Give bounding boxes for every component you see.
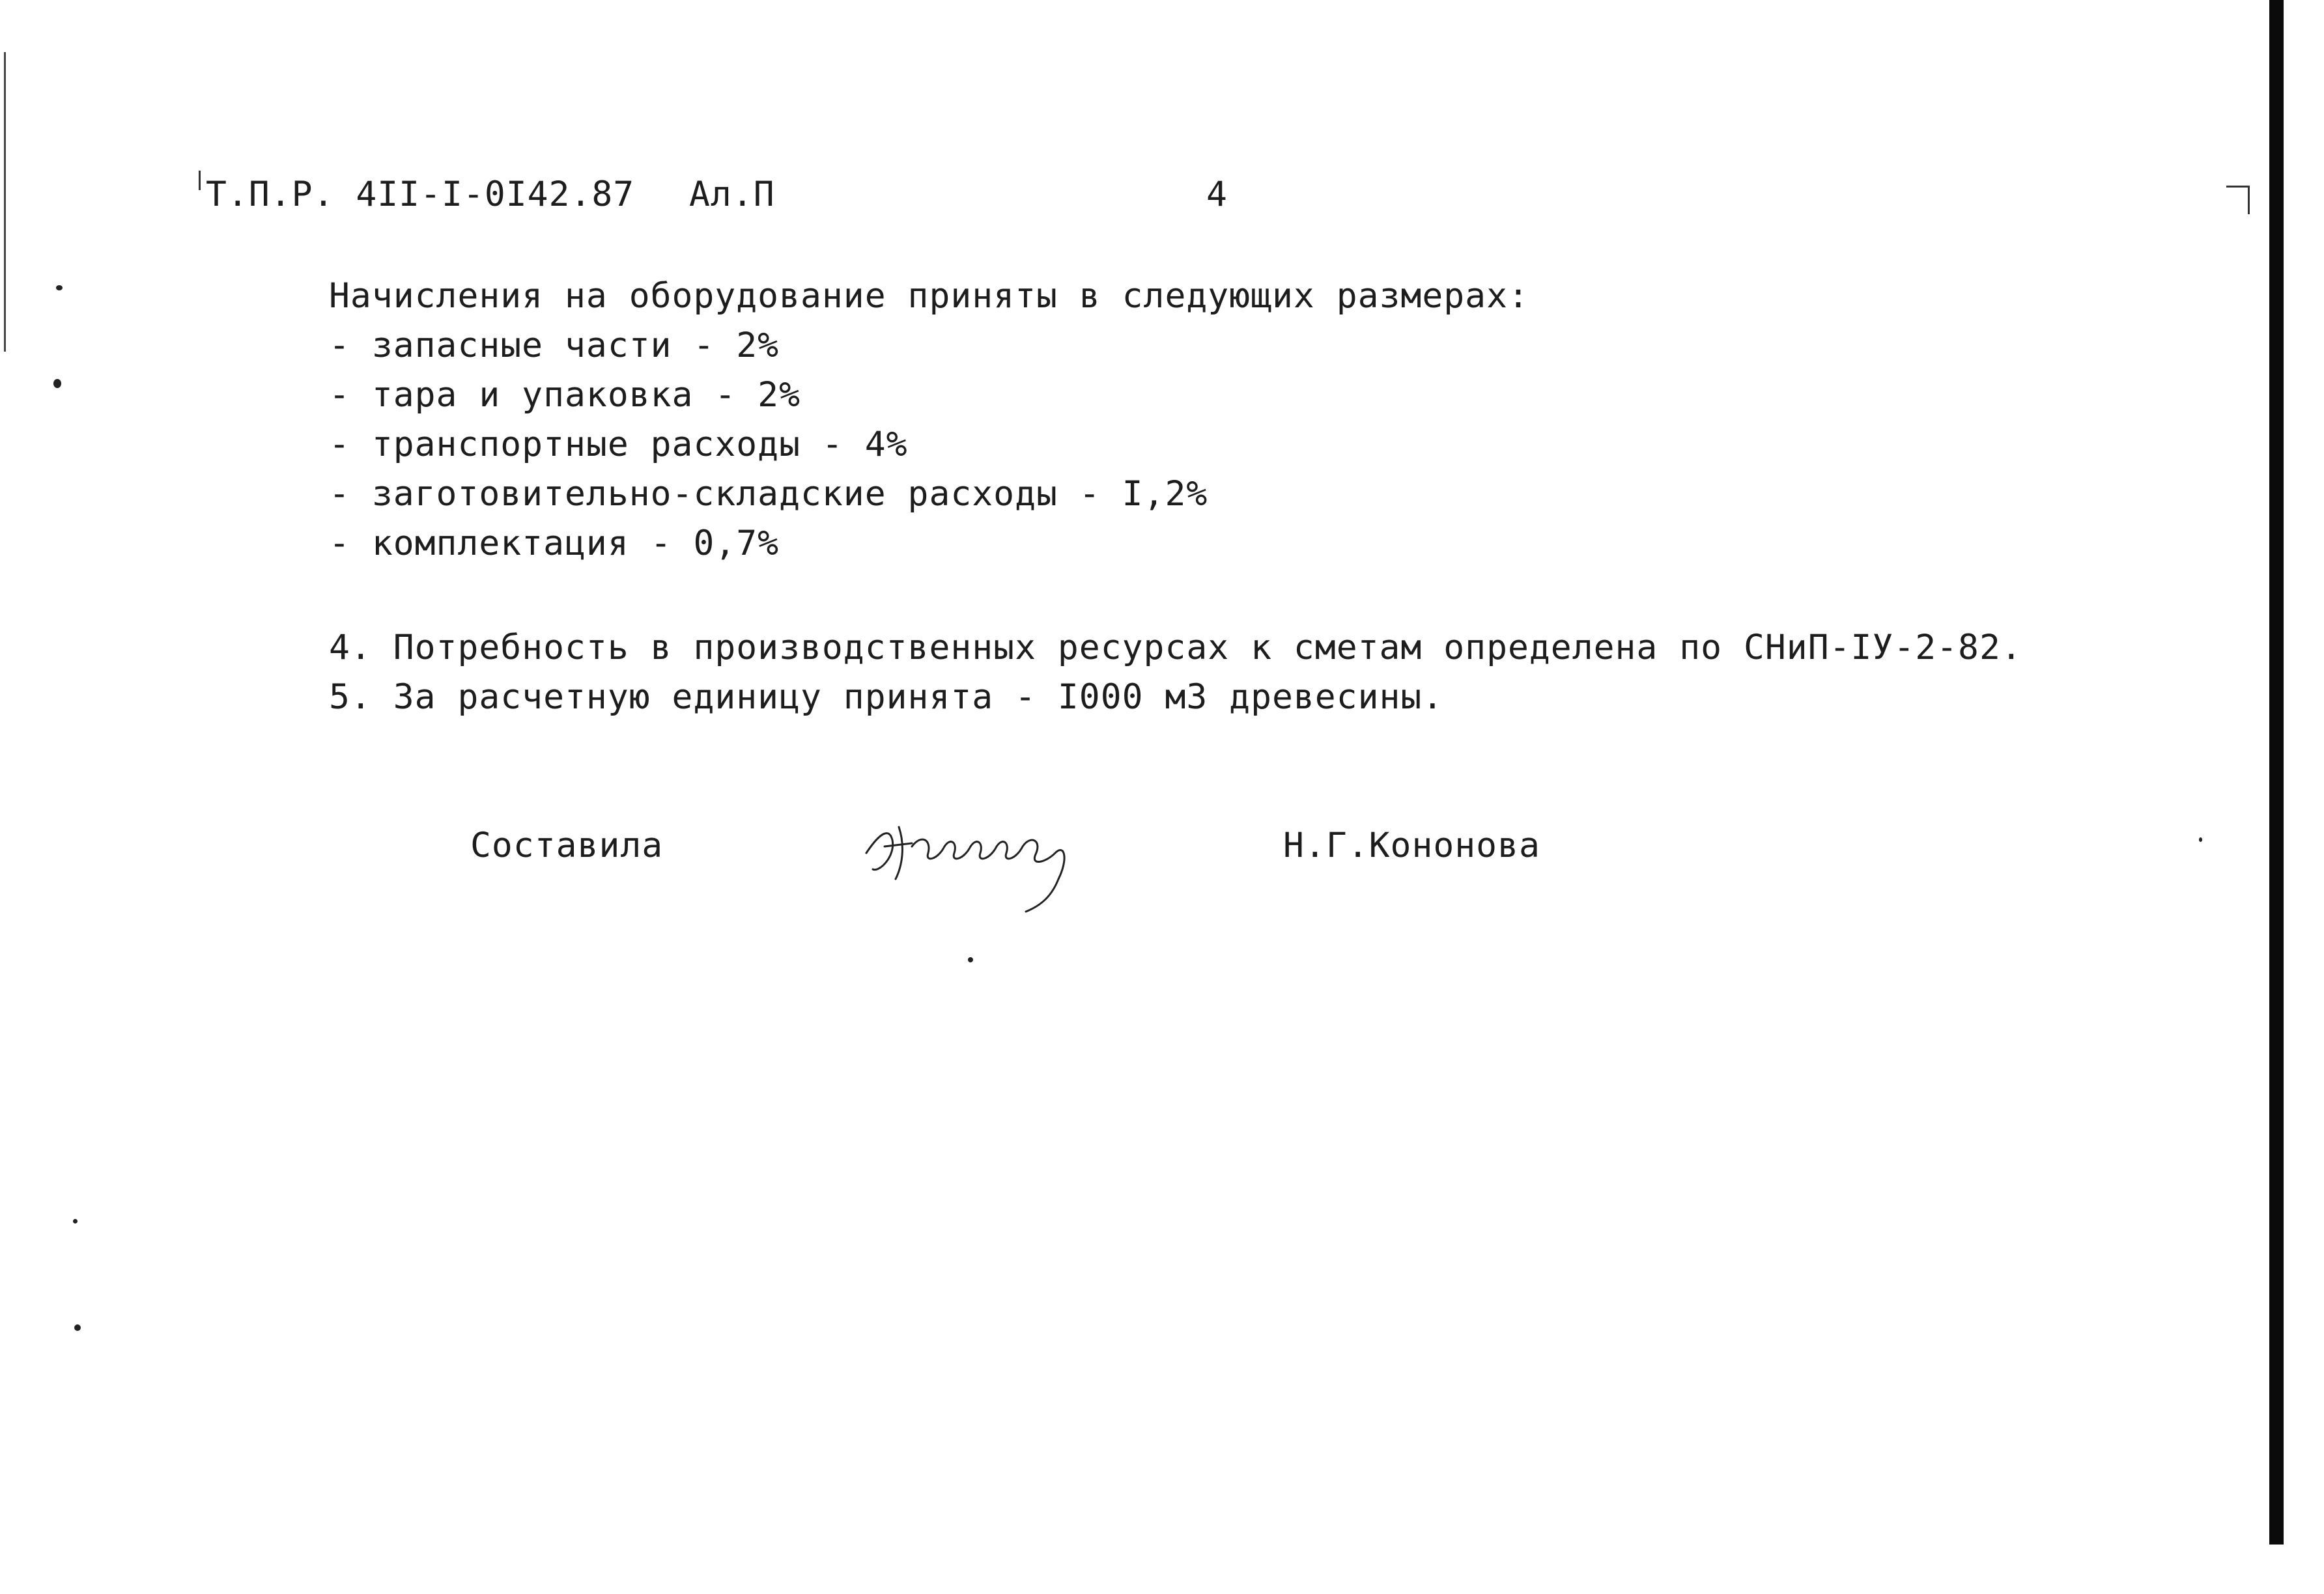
scan-speck bbox=[53, 379, 61, 388]
charge-item: - заготовительно-складские расходы - I,2% bbox=[329, 474, 1208, 514]
page-number: 4 bbox=[1206, 175, 1228, 214]
charge-item: - транспортные расходы - 4% bbox=[329, 425, 908, 464]
scan-speck bbox=[73, 1219, 78, 1223]
signer-name: Н.Г.Кононова bbox=[1283, 826, 1540, 865]
signature-label: Составила bbox=[470, 826, 664, 865]
note-5: 5. За расчетную единицу принята - I000 м3 древесины. bbox=[329, 677, 1444, 717]
scan-speck bbox=[74, 1324, 81, 1331]
charge-item: - тара и упаковка - 2% bbox=[329, 375, 801, 415]
left-scan-edge bbox=[4, 52, 6, 352]
charge-item: - запасные части - 2% bbox=[329, 326, 780, 365]
scan-speck bbox=[56, 285, 63, 290]
scan-speck bbox=[968, 957, 973, 962]
corner-mark bbox=[2226, 186, 2250, 214]
scan-speck bbox=[2199, 837, 2202, 842]
album-label: Ал.П bbox=[689, 175, 775, 214]
right-scan-edge bbox=[2269, 0, 2284, 1545]
handwritten-signature bbox=[860, 807, 1120, 918]
charges-intro: Начисления на оборудование приняты в следующих размерах: bbox=[329, 276, 1529, 316]
document-code: Т.П.Р. 4II-I-0I42.87 bbox=[206, 175, 635, 214]
header-tick-mark bbox=[199, 171, 201, 190]
note-4: 4. Потребность в производственных ресурсах к сметам определена по СНиП-IУ-2-82. bbox=[329, 628, 2022, 667]
charge-item: - комплектация - 0,7% bbox=[329, 524, 780, 563]
